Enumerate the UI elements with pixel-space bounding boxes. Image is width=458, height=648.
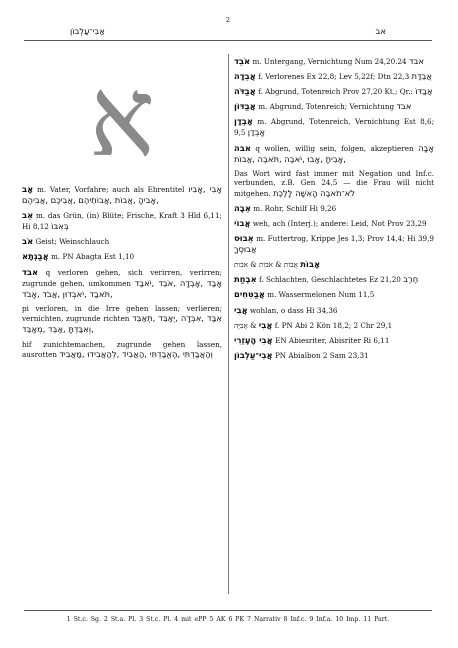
entry-hebrew-forms: בְּאִבּוֹ [51,221,69,232]
dictionary-entry [234,259,434,270]
entry-headword: אָבְדָן [234,116,254,127]
entry-text: weh, ach (Interj.); andere: Leid, Not Prov 23,29 [252,218,427,228]
entry-text: q wollen, willig sein, folgen, akzeptieren [255,143,414,153]
dictionary-entry [234,71,434,82]
entry-headword: אֲבַטִּחִים [234,289,265,300]
entry-headword: אִבְחַת [234,274,257,285]
entry-hebrew-forms: אִבַּד ,אִבְּדָה ,יְאַבֵּד ,תְּאַבֵּד ,וְאִבַּדְתָּ ,אַבֵּד ,מְאַבֵּד [22,313,223,335]
dictionary-entry [234,233,434,255]
footer-rule [24,610,432,611]
dictionary-entry [234,305,434,316]
dictionary-entry [22,251,222,262]
entry-text: m. Futtertrog, Krippe Jes 1,3; Prov 14,4; Hi 39,9 [256,234,434,244]
header-right-word: אב [375,26,386,36]
entry-text: f. Verlorenes Ex 22,8; Lev 5,22f; Dtn 22,3 [258,72,410,82]
dictionary-entry [22,184,222,206]
entry-text: wohlan, o dass Hi 34,36 [249,305,338,315]
dictionary-entry [22,304,222,336]
entry-text: m. Wassermelonen Num 11,5 [267,290,375,300]
dictionary-entry [234,218,434,229]
column-second [234,56,434,365]
dictionary-entry [22,210,222,232]
entry-text: m. Vater, Vorfahre; auch als Ehrentitel [37,185,185,194]
dictionary-entry [234,86,434,97]
entry-text: m. Abgrund, Totenreich; Vernichtung [258,102,395,112]
entry-text: Das Wort wird fast immer mit Negation und Inf.c. verbunden, z.B. Gen 24,5 — die Frau will nicht mitgehen. [234,168,434,198]
dictionary-entry [234,56,434,67]
entries-second [234,56,434,361]
dictionary-entry [234,169,434,199]
entry-hebrew-forms: אבד [396,101,412,112]
entries-first [22,184,222,360]
entry-headword: אֹב [22,236,34,247]
entry-text: Geist; Weinschlauch [35,237,110,247]
entry-hebrew-forms: חֶרֶב [403,274,419,285]
entry-headword: אָב [22,184,34,194]
column-divider [228,54,229,594]
dictionary-entry [234,143,434,165]
entry-hebrew-forms: אֲבוּסֶךָ [234,244,257,255]
entry-headword: אֲבִי הָעֶזְרִי [234,334,273,345]
entry-text: & אֲבִיָּה f. PN Abi 2 Kön 18,2; 2 Chr 29,1 [234,320,393,330]
entry-text: m. Rohr, Schilf Hi 9,26 [253,203,337,213]
dictionary-entry [234,101,434,112]
entry-headword: אֲבִי־עַלְבוֹן [234,349,273,360]
entry-headword: אֹבֵד [234,56,251,66]
entry-text: f. Abgrund, Totenreich Prov 27,20 Kt.; Qr.: [258,87,413,97]
entry-text: pi verloren, in die Irre gehen lassen; verlieren; vernichten, zugrunde richten [22,303,222,324]
dictionary-entry [234,116,434,138]
entry-hebrew-forms: וְהַאֲבַדְתִּי ,הֶאֱבַדְתִּי ,הַאֲבִיד ,לְהַאֲבִידוּ ,מַאֲבִיד [59,349,213,360]
entry-text: m. PN Abagta Est 1,10 [51,252,135,262]
dictionary-entry [22,267,222,300]
entry-headword: אֲבַגְתָא [22,251,49,262]
entry-text: q verloren gehen, sich verirren, verirren; zugrunde gehen, umkommen [22,267,222,288]
entry-text: PN Abialbon 2 Sam 23,31 [274,350,369,360]
dictionary-entry [234,350,434,361]
page-number: 2 [225,16,231,24]
alef-letter-box [62,53,182,181]
entry-hebrew-forms: אבד [408,56,424,66]
entry-headword: אֲבוֹי [234,217,251,228]
entry-text: m. Untergang, Vernichtung Num 24,20.24 [252,57,407,66]
entry-headword: אֵבוּס [234,233,254,244]
entry-headword: אָבוֹת [300,259,321,270]
entry-text: EN Abiesriter, Abisriter Ri 6,11 [275,335,390,345]
entry-text: f. Schlachten, Geschlachtetes Ez 21,20 [258,275,401,285]
entry-hebrew-forms: אֲבַדּוֹ [415,86,433,97]
entry-headword: אבה [234,142,251,153]
entry-hebrew-forms: אָבִי ,אָבִיו ,אָבִיהָ ,אֲבוֹת ,אֲבוֹתֵיהֶם ,אֲבִיכֶם ,אֲבִיהֶם [22,184,222,206]
entry-text: hif zunichtemachen, zugrunde gehen lassen, ausrotten [22,339,222,360]
dictionary-entry [234,274,434,285]
entry-headword: אבד [22,266,39,277]
column-first [22,53,223,364]
dictionary-entry [234,289,434,300]
entry-headword: אֲבַדּוֹן [234,101,256,112]
entry-headword: אֲבֵדָה [234,71,256,82]
entry-headword: אֲבִי [258,319,273,330]
entry-hebrew-forms: אֲבֵדַת [411,71,432,82]
dictionary-entry [234,335,434,346]
dictionary-page [22,14,434,634]
entry-text: אֲבוֹת & אֹבוֹת & אבות [234,260,298,270]
entry-hebrew-forms: אָבְדַן [247,127,266,138]
entry-hebrew-forms: לֹא־תֹאבֶה הָאִשָּׁה לָלֶכֶת [272,187,356,198]
entry-headword: אֲבִי [234,304,248,315]
abbreviation-legend: 1 St.c. Sg. 2 St.a. Pl. 3 St.c. Pl. 4 mit ePP 5 AK 6 PK 7 Narrativ 8 Inf.c. 9 Inf.a. 10 Imp. 11 Part. [66,616,390,623]
entry-headword: אֵב [22,210,34,221]
header-left-word: אַבִי־עַלְבוֹן [70,26,105,36]
entry-headword: אֲבַדֹּה [234,86,256,97]
entry-hebrew-forms: אָבָה ,אָבִיתָ ,אָבוּ ,יֹאבֶה ,תֹּאבֶה ,אֲבוֹת [234,142,434,164]
dictionary-entry [22,340,222,361]
entry-hebrew-forms: אָבַד ,אָבְדָה ,אֹבֵד ,יֹאבַד ,תֹּאבַד ,יֹאבְדוּן ,אֲבֹד ,אָבֹד [22,277,222,299]
header-rule [24,40,432,41]
entry-text: m. Abgrund, Totenreich, Vernichtung Est 8,6; 9,5 [234,117,434,138]
dictionary-entry [22,236,222,247]
entry-text: m. das Grün, (in) Blüte; Frische, Kraft 3 Hld 6,11; Hi 8,12 [22,211,222,232]
dictionary-entry [234,203,434,214]
entry-headword: אֵבֶה [234,202,251,213]
dictionary-entry [234,320,434,331]
alef-big-letter: א [88,53,155,181]
